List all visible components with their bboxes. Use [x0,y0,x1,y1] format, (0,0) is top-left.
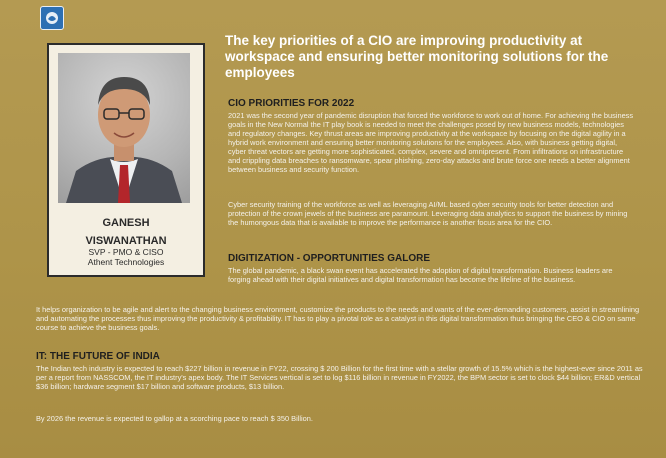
portrait-photo [58,53,190,203]
profile-last-name: VISWANATHAN [85,235,167,247]
cio-priorities-paragraph-2: Cyber security training of the workforce as well as leveraging AI/ML based cyber security tools for better detection and protection of the crown jewels of the business are paramount. Leveraging data analytics to support the business by mining the humongous data that is available to improve the performance is another focus area for the CIO. [228,200,628,227]
profile-company: Athent Technologies [87,257,165,267]
digitization-paragraph-1: The global pandemic, a black swan event has accelerated the adoption of digital transformation. Business leaders are forging ahead with their digital initiatives and digital transformation has become the lifeline of the business. [228,266,613,284]
profile-card [47,211,205,277]
profile-title: SVP - PMO & CISO [88,247,164,257]
magazine-logo-icon [40,6,64,30]
article-headline: The key priorities of a CIO are improving productivity at workspace and ensuring better monitoring solutions for the employees [225,33,609,80]
section-heading-cio-priorities: CIO PRIORITIES FOR 2022 [228,98,355,109]
cio-priorities-paragraph-1: 2021 was the second year of pandemic disruption that forced the workforce to work out of home. For achieving the business goals in the New Normal the IT play book is needed to meet the challenges posed by new business models, technologies and regulatory changes. Key thrust areas are improving productivity at the workspace by focusing on the digital agility in a hybrid work environment and ensuring better monitoring solutions for the employees. Also, with business getting digital, cyber threat vectors are getting more sophisticated, complex, severe and omnipresent. From infiltrations on infrastructure and crippling data breaches to ransomware, spear phishing, zero-day attacks and brute force one needs a better alignment between business and security function. [228,111,634,174]
profile-first-name: GANESH [102,217,150,229]
future-paragraph-2: By 2026 the revenue is expected to gallop at a scorching pace to reach $ 350 Billion. [36,414,313,423]
digitization-paragraph-2: It helps organization to be agile and alert to the changing business environment, customize the products to the needs and wants of the ever-demanding customers, assist in streamlining and automating the processes thus improving the productivity & profitability. IT has to play a pivotal role as a catalyst in this digital transformation thus bringing the CEO & CIO on same course to achieve the business goals. [36,305,640,332]
future-paragraph-1: The Indian tech industry is expected to reach $227 billion in revenue in FY22, crossing $ 200 Billion for the first time with a stellar growth of 15.5% which is the highest-ever since 2011 as per a report from NASSCOM, the IT industry's apex body. The IT Services vertical is set to log $116 billion in revenue in FY2022, the BPM sector is set to clock $44 billion; ER&D vertical $36 billion; hardware segment $17 billion and software products, $13 billion. [36,364,643,391]
section-heading-digitization: DIGITIZATION - OPPORTUNITIES GALORE [228,253,431,264]
section-heading-future: IT: THE FUTURE OF INDIA [36,351,160,362]
